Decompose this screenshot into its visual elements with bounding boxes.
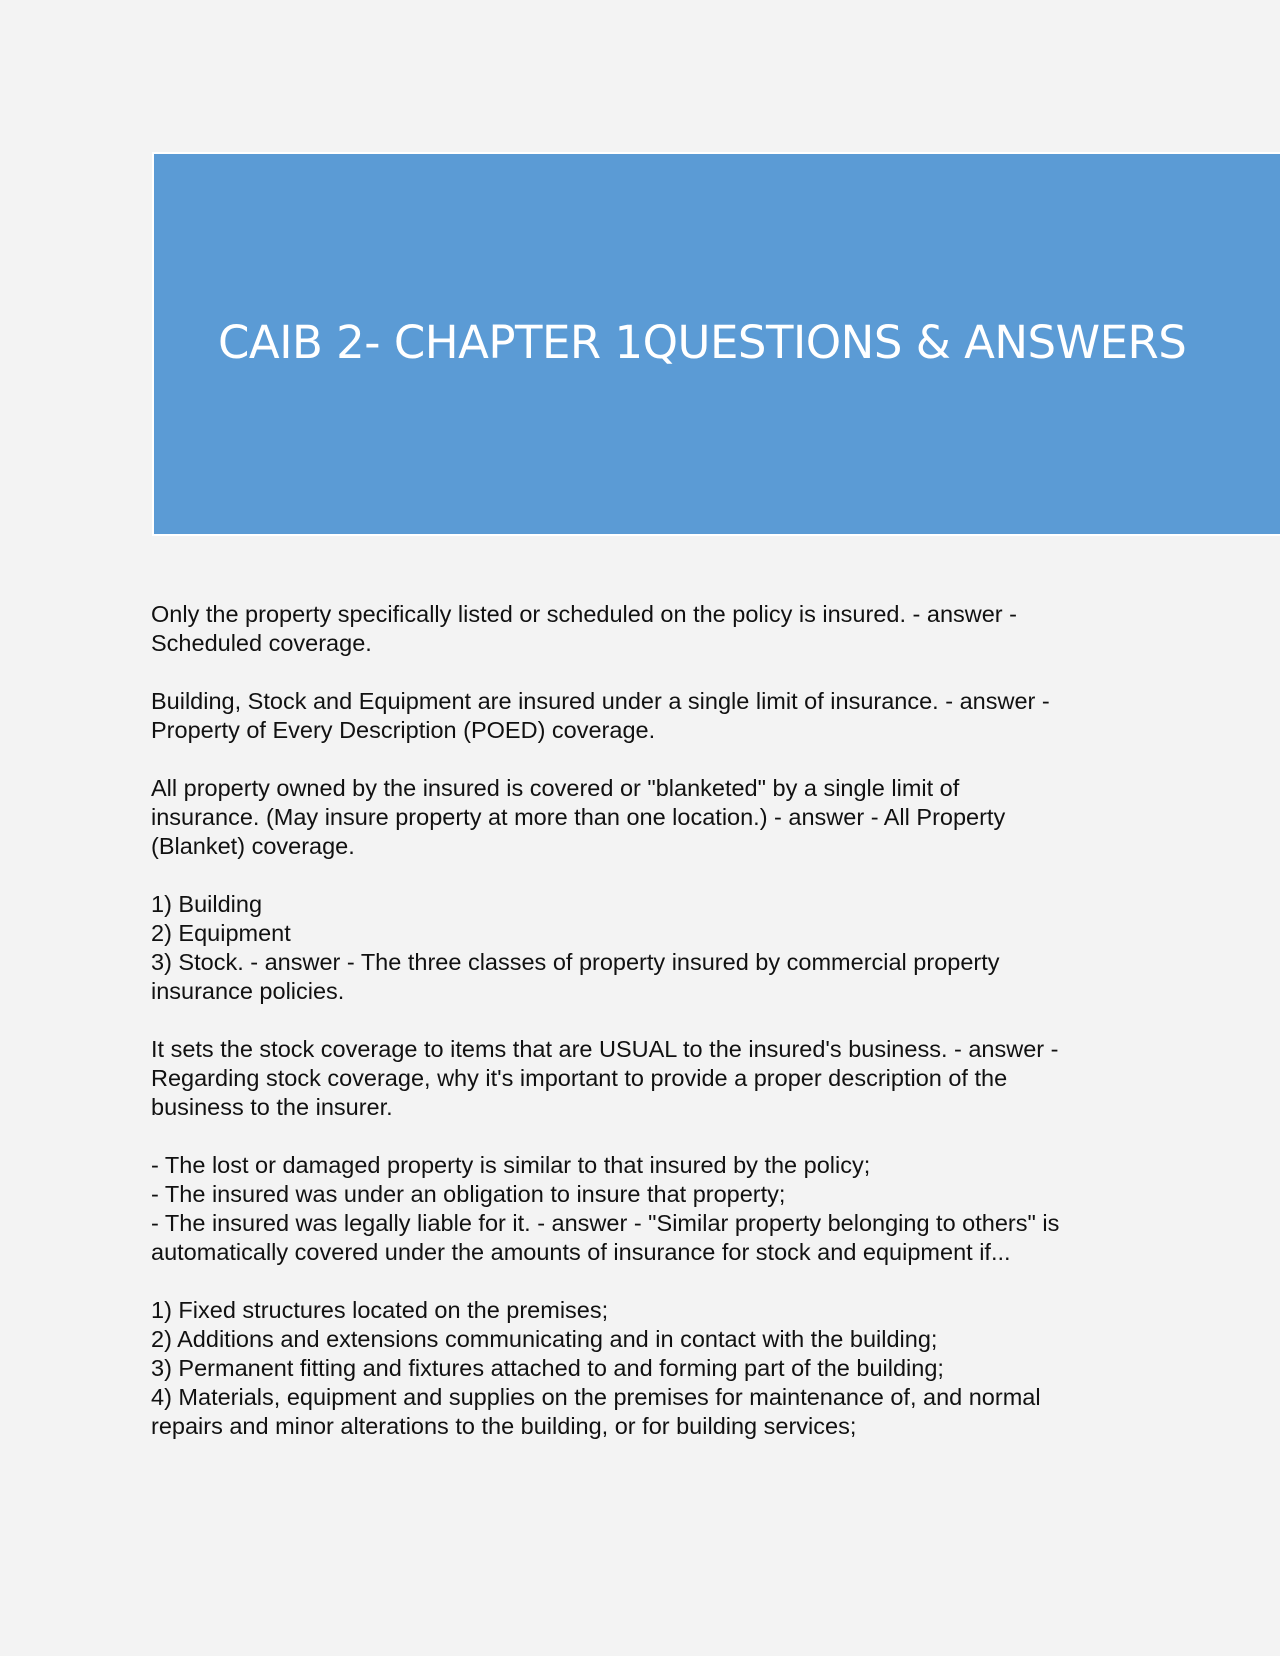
text-line: - The insured was legally liable for it. - answer - "Similar property belonging to others" is <box>151 1210 1060 1236</box>
text-line: Property of Every Description (POED) coverage. <box>151 717 656 743</box>
text-line: Building, Stock and Equipment are insured under a single limit of insurance. - answer - <box>151 688 1050 714</box>
qa-block <box>151 600 1141 658</box>
qa-block <box>151 890 1141 1006</box>
text-line: business to the insurer. <box>151 1094 393 1120</box>
text-line: 1) Building <box>151 891 263 917</box>
text-line: 3) Permanent fitting and fixtures attached to and forming part of the building; <box>151 1355 944 1381</box>
text-line: (Blanket) coverage. <box>151 833 355 859</box>
text-line: 1) Fixed structures located on the premises; <box>151 1297 609 1323</box>
qa-content <box>151 600 1141 1470</box>
qa-block <box>151 687 1141 745</box>
text-line: 3) Stock. - answer - The three classes of property insured by commercial property <box>151 949 1000 975</box>
qa-block <box>151 1035 1141 1122</box>
qa-block <box>151 1296 1141 1441</box>
text-line: Regarding stock coverage, why it's important to provide a proper description of the <box>151 1065 1008 1091</box>
text-line: insurance. (May insure property at more than one location.) - answer - All Property <box>151 804 1006 830</box>
document-title: CAIB 2- CHAPTER 1QUESTIONS & ANSWERS <box>218 316 1187 369</box>
text-line: Scheduled coverage. <box>151 630 372 656</box>
text-line: It sets the stock coverage to items that are USUAL to the insured's business. - answer - <box>151 1036 1059 1062</box>
text-line: 2) Additions and extensions communicating and in contact with the building; <box>151 1326 938 1352</box>
qa-block <box>151 774 1141 861</box>
text-line: 4) Materials, equipment and supplies on the premises for maintenance of, and normal <box>151 1384 1041 1410</box>
text-line: Only the property specifically listed or scheduled on the policy is insured. - answer - <box>151 601 1017 627</box>
text-line: insurance policies. <box>151 978 345 1004</box>
qa-block <box>151 1151 1141 1267</box>
text-line: All property owned by the insured is covered or "blanketed" by a single limit of <box>151 775 960 801</box>
text-line: automatically covered under the amounts of insurance for stock and equipment if... <box>151 1239 1011 1265</box>
text-line: 2) Equipment <box>151 920 291 946</box>
text-line: repairs and minor alterations to the building, or for building services; <box>151 1413 857 1439</box>
text-line: - The lost or damaged property is similar to that insured by the policy; <box>151 1152 871 1178</box>
text-line: - The insured was under an obligation to insure that property; <box>151 1181 786 1207</box>
